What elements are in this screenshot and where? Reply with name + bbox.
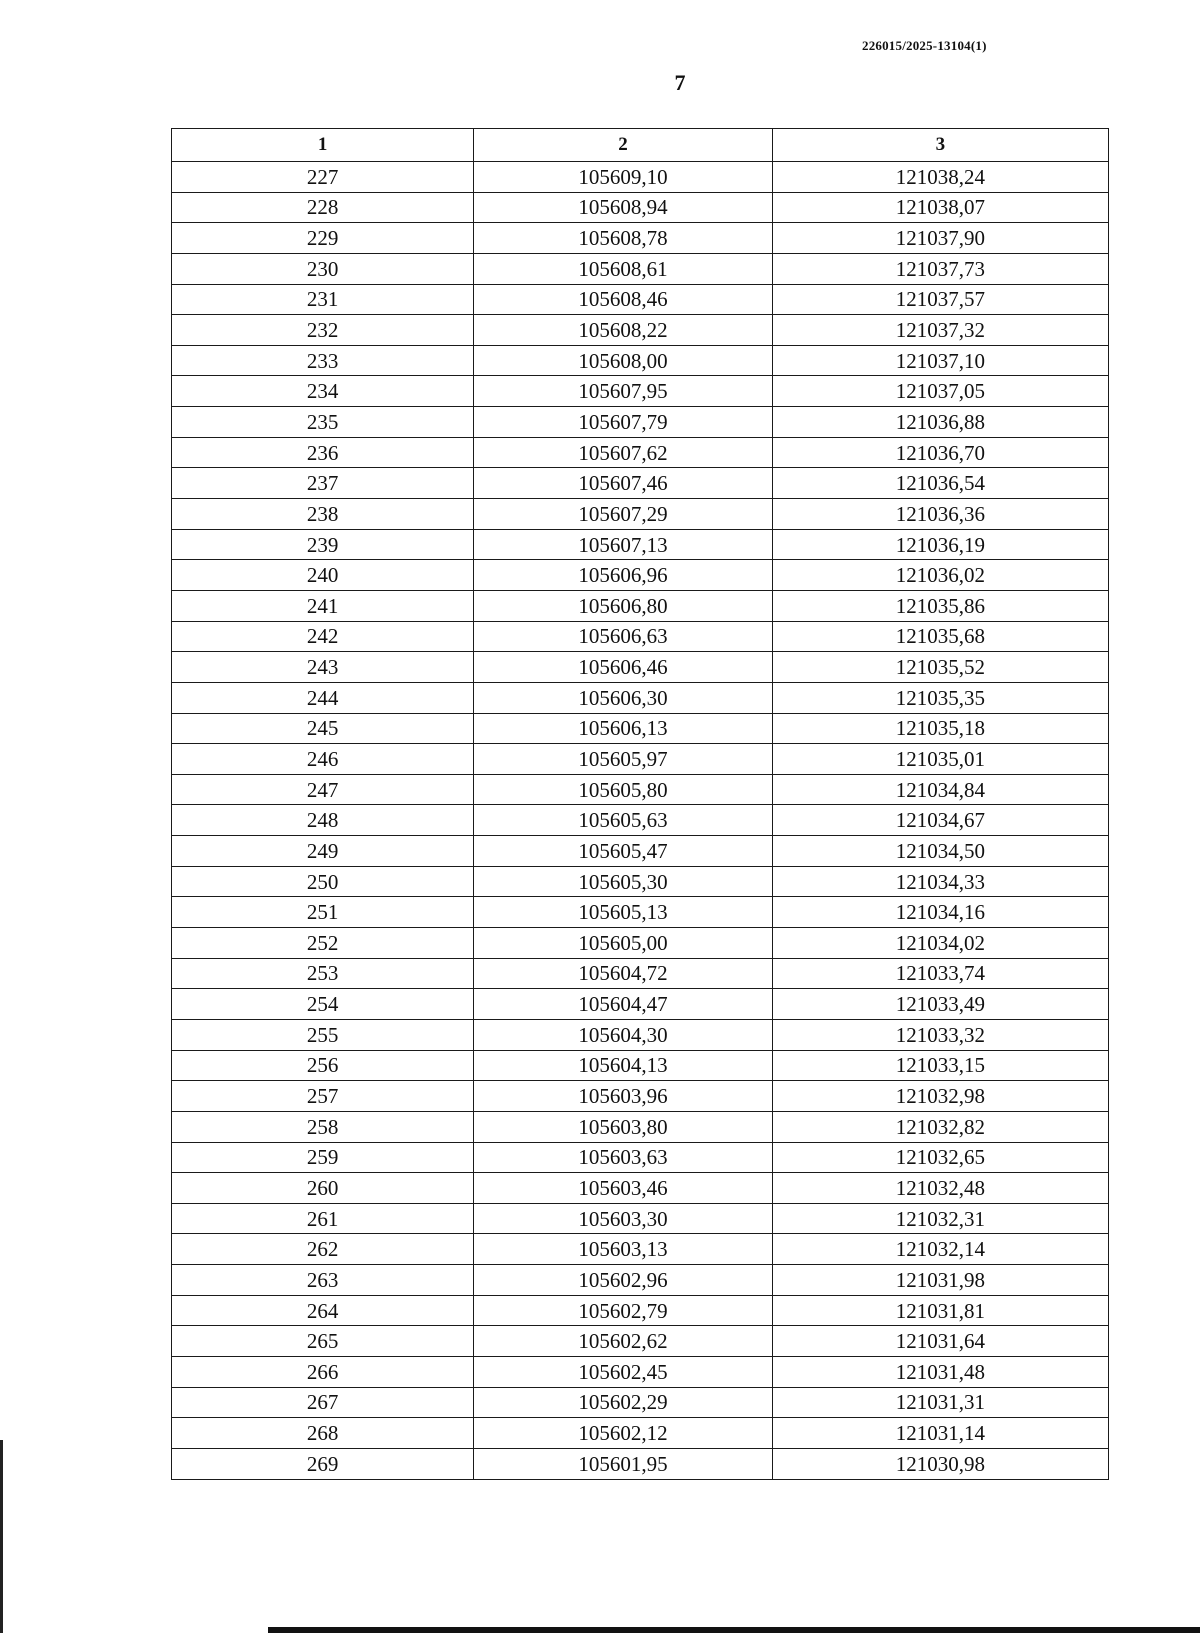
- table-row: [172, 345, 1109, 376]
- coordinate-y-cell: 121037,05: [772, 376, 1108, 407]
- coordinate-y-cell: 121033,15: [772, 1050, 1108, 1081]
- point-number-cell: 232: [172, 315, 474, 346]
- point-number-cell: 253: [172, 958, 474, 989]
- table-row: [172, 284, 1109, 315]
- coordinate-x-cell: 105607,62: [474, 437, 772, 468]
- coordinate-x-cell: 105605,80: [474, 774, 772, 805]
- point-number-cell: 249: [172, 836, 474, 867]
- coordinate-x-cell: 105607,13: [474, 529, 772, 560]
- point-number-cell: 236: [172, 437, 474, 468]
- coordinate-x-cell: 105605,00: [474, 928, 772, 959]
- point-number-cell: 255: [172, 1019, 474, 1050]
- coordinate-y-cell: 121034,16: [772, 897, 1108, 928]
- header-row: [172, 129, 1109, 162]
- coordinate-x-cell: 105607,29: [474, 499, 772, 530]
- table-row: [172, 529, 1109, 560]
- table-row: [172, 376, 1109, 407]
- coordinate-x-cell: 105602,45: [474, 1356, 772, 1387]
- scan-edge-mark: [0, 1440, 3, 1633]
- coordinate-y-cell: 121036,70: [772, 437, 1108, 468]
- table-row: [172, 192, 1109, 223]
- coordinate-x-cell: 105605,13: [474, 897, 772, 928]
- table-body: [172, 162, 1109, 1480]
- document-code: 226015/2025-13104(1): [862, 38, 987, 53]
- table-row: [172, 1111, 1109, 1142]
- point-number-cell: 265: [172, 1326, 474, 1357]
- point-number-cell: 269: [172, 1448, 474, 1479]
- point-number-cell: 260: [172, 1173, 474, 1204]
- table-row: [172, 1019, 1109, 1050]
- point-number-cell: 228: [172, 192, 474, 223]
- coordinate-y-cell: 121035,18: [772, 713, 1108, 744]
- table-row: [172, 1387, 1109, 1418]
- coordinate-y-cell: 121030,98: [772, 1448, 1108, 1479]
- coordinate-y-cell: 121031,31: [772, 1387, 1108, 1418]
- point-number-cell: 245: [172, 713, 474, 744]
- coordinate-y-cell: 121036,19: [772, 529, 1108, 560]
- coordinate-x-cell: 105603,63: [474, 1142, 772, 1173]
- table-row: [172, 468, 1109, 499]
- point-number-cell: 267: [172, 1387, 474, 1418]
- coordinate-x-cell: 105608,46: [474, 284, 772, 315]
- table-row: [172, 744, 1109, 775]
- point-number-cell: 257: [172, 1081, 474, 1112]
- coordinate-y-cell: 121035,68: [772, 621, 1108, 652]
- table-row: [172, 774, 1109, 805]
- column-header-1: 1: [172, 129, 474, 162]
- table-header: [172, 129, 1109, 162]
- coordinate-y-cell: 121032,98: [772, 1081, 1108, 1112]
- column-header-3: 3: [772, 129, 1108, 162]
- coordinate-y-cell: 121035,35: [772, 682, 1108, 713]
- coordinate-x-cell: 105606,13: [474, 713, 772, 744]
- coordinate-x-cell: 105603,13: [474, 1234, 772, 1265]
- coordinate-y-cell: 121036,36: [772, 499, 1108, 530]
- point-number-cell: 250: [172, 866, 474, 897]
- coordinate-x-cell: 105606,63: [474, 621, 772, 652]
- point-number-cell: 254: [172, 989, 474, 1020]
- coordinate-y-cell: 121032,48: [772, 1173, 1108, 1204]
- table-row: [172, 928, 1109, 959]
- coordinate-x-cell: 105608,22: [474, 315, 772, 346]
- table-row: [172, 958, 1109, 989]
- table-row: [172, 805, 1109, 836]
- table-row: [172, 989, 1109, 1020]
- point-number-cell: 244: [172, 682, 474, 713]
- point-number-cell: 246: [172, 744, 474, 775]
- coordinate-y-cell: 121033,74: [772, 958, 1108, 989]
- coordinate-y-cell: 121038,24: [772, 162, 1108, 193]
- coordinate-x-cell: 105607,46: [474, 468, 772, 499]
- coordinate-x-cell: 105609,10: [474, 162, 772, 193]
- table-row: [172, 499, 1109, 530]
- coordinate-y-cell: 121036,02: [772, 560, 1108, 591]
- coordinate-y-cell: 121031,48: [772, 1356, 1108, 1387]
- coordinate-x-cell: 105602,29: [474, 1387, 772, 1418]
- point-number-cell: 247: [172, 774, 474, 805]
- coordinates-table: [171, 128, 1109, 1480]
- coordinate-y-cell: 121032,31: [772, 1203, 1108, 1234]
- point-number-cell: 256: [172, 1050, 474, 1081]
- table-row: [172, 1081, 1109, 1112]
- coordinate-x-cell: 105608,78: [474, 223, 772, 254]
- point-number-cell: 243: [172, 652, 474, 683]
- coordinate-x-cell: 105606,30: [474, 682, 772, 713]
- point-number-cell: 229: [172, 223, 474, 254]
- coordinate-x-cell: 105604,72: [474, 958, 772, 989]
- table-row: [172, 1050, 1109, 1081]
- coordinate-y-cell: 121037,57: [772, 284, 1108, 315]
- coordinate-x-cell: 105605,47: [474, 836, 772, 867]
- scan-bottom-line: [268, 1627, 1200, 1633]
- point-number-cell: 259: [172, 1142, 474, 1173]
- coordinate-x-cell: 105604,30: [474, 1019, 772, 1050]
- table-row: [172, 1173, 1109, 1204]
- point-number-cell: 264: [172, 1295, 474, 1326]
- point-number-cell: 262: [172, 1234, 474, 1265]
- coordinate-y-cell: 121037,90: [772, 223, 1108, 254]
- point-number-cell: 251: [172, 897, 474, 928]
- table-row: [172, 1234, 1109, 1265]
- coordinate-x-cell: 105608,94: [474, 192, 772, 223]
- coordinate-y-cell: 121034,33: [772, 866, 1108, 897]
- coordinate-y-cell: 121031,64: [772, 1326, 1108, 1357]
- coordinate-x-cell: 105604,13: [474, 1050, 772, 1081]
- point-number-cell: 252: [172, 928, 474, 959]
- point-number-cell: 231: [172, 284, 474, 315]
- coordinate-y-cell: 121036,54: [772, 468, 1108, 499]
- coordinate-x-cell: 105606,80: [474, 590, 772, 621]
- point-number-cell: 258: [172, 1111, 474, 1142]
- coordinate-y-cell: 121038,07: [772, 192, 1108, 223]
- coordinate-x-cell: 105602,62: [474, 1326, 772, 1357]
- coordinate-y-cell: 121037,32: [772, 315, 1108, 346]
- table-row: [172, 1142, 1109, 1173]
- table-row: [172, 1295, 1109, 1326]
- coordinate-y-cell: 121037,73: [772, 253, 1108, 284]
- point-number-cell: 241: [172, 590, 474, 621]
- point-number-cell: 263: [172, 1265, 474, 1296]
- point-number-cell: 239: [172, 529, 474, 560]
- coordinate-x-cell: 105602,96: [474, 1265, 772, 1296]
- point-number-cell: 234: [172, 376, 474, 407]
- coordinate-y-cell: 121034,02: [772, 928, 1108, 959]
- table-row: [172, 836, 1109, 867]
- table-row: [172, 1356, 1109, 1387]
- point-number-cell: 240: [172, 560, 474, 591]
- table-row: [172, 621, 1109, 652]
- point-number-cell: 237: [172, 468, 474, 499]
- coordinate-x-cell: 105603,30: [474, 1203, 772, 1234]
- coordinate-x-cell: 105608,00: [474, 345, 772, 376]
- coordinate-y-cell: 121034,67: [772, 805, 1108, 836]
- table-row: [172, 866, 1109, 897]
- point-number-cell: 261: [172, 1203, 474, 1234]
- coordinate-x-cell: 105603,46: [474, 1173, 772, 1204]
- table-row: [172, 407, 1109, 438]
- point-number-cell: 227: [172, 162, 474, 193]
- column-header-2: 2: [474, 129, 772, 162]
- point-number-cell: 235: [172, 407, 474, 438]
- coordinate-x-cell: 105603,80: [474, 1111, 772, 1142]
- table-row: [172, 897, 1109, 928]
- table-row: [172, 253, 1109, 284]
- coordinate-x-cell: 105605,63: [474, 805, 772, 836]
- coordinate-x-cell: 105607,95: [474, 376, 772, 407]
- table-row: [172, 652, 1109, 683]
- coordinate-x-cell: 105608,61: [474, 253, 772, 284]
- coordinate-y-cell: 121034,84: [772, 774, 1108, 805]
- coordinate-y-cell: 121035,86: [772, 590, 1108, 621]
- point-number-cell: 242: [172, 621, 474, 652]
- coordinate-x-cell: 105607,79: [474, 407, 772, 438]
- coordinate-x-cell: 105606,96: [474, 560, 772, 591]
- point-number-cell: 230: [172, 253, 474, 284]
- coordinate-x-cell: 105605,30: [474, 866, 772, 897]
- page-number: 7: [674, 70, 686, 95]
- point-number-cell: 268: [172, 1418, 474, 1449]
- coordinate-y-cell: 121034,50: [772, 836, 1108, 867]
- table-row: [172, 162, 1109, 193]
- table-row: [172, 1203, 1109, 1234]
- table-row: [172, 713, 1109, 744]
- coordinate-y-cell: 121032,14: [772, 1234, 1108, 1265]
- coordinate-x-cell: 105605,97: [474, 744, 772, 775]
- coordinate-x-cell: 105602,79: [474, 1295, 772, 1326]
- coordinate-x-cell: 105602,12: [474, 1418, 772, 1449]
- point-number-cell: 233: [172, 345, 474, 376]
- coordinate-y-cell: 121031,98: [772, 1265, 1108, 1296]
- point-number-cell: 238: [172, 499, 474, 530]
- point-number-cell: 248: [172, 805, 474, 836]
- table-row: [172, 1448, 1109, 1479]
- table-row: [172, 590, 1109, 621]
- coordinate-x-cell: 105606,46: [474, 652, 772, 683]
- coordinate-y-cell: 121036,88: [772, 407, 1108, 438]
- table-row: [172, 1265, 1109, 1296]
- coordinate-y-cell: 121037,10: [772, 345, 1108, 376]
- coordinate-y-cell: 121035,52: [772, 652, 1108, 683]
- table-row: [172, 315, 1109, 346]
- table-row: [172, 1418, 1109, 1449]
- point-number-cell: 266: [172, 1356, 474, 1387]
- table-row: [172, 1326, 1109, 1357]
- coordinate-y-cell: 121033,49: [772, 989, 1108, 1020]
- coordinate-x-cell: 105601,95: [474, 1448, 772, 1479]
- table-row: [172, 437, 1109, 468]
- table-row: [172, 682, 1109, 713]
- coordinate-y-cell: 121032,82: [772, 1111, 1108, 1142]
- table-row: [172, 223, 1109, 254]
- coordinate-x-cell: 105604,47: [474, 989, 772, 1020]
- coordinate-y-cell: 121035,01: [772, 744, 1108, 775]
- coordinate-y-cell: 121033,32: [772, 1019, 1108, 1050]
- coordinate-y-cell: 121031,14: [772, 1418, 1108, 1449]
- table-row: [172, 560, 1109, 591]
- coordinate-y-cell: 121032,65: [772, 1142, 1108, 1173]
- coordinate-y-cell: 121031,81: [772, 1295, 1108, 1326]
- coordinate-x-cell: 105603,96: [474, 1081, 772, 1112]
